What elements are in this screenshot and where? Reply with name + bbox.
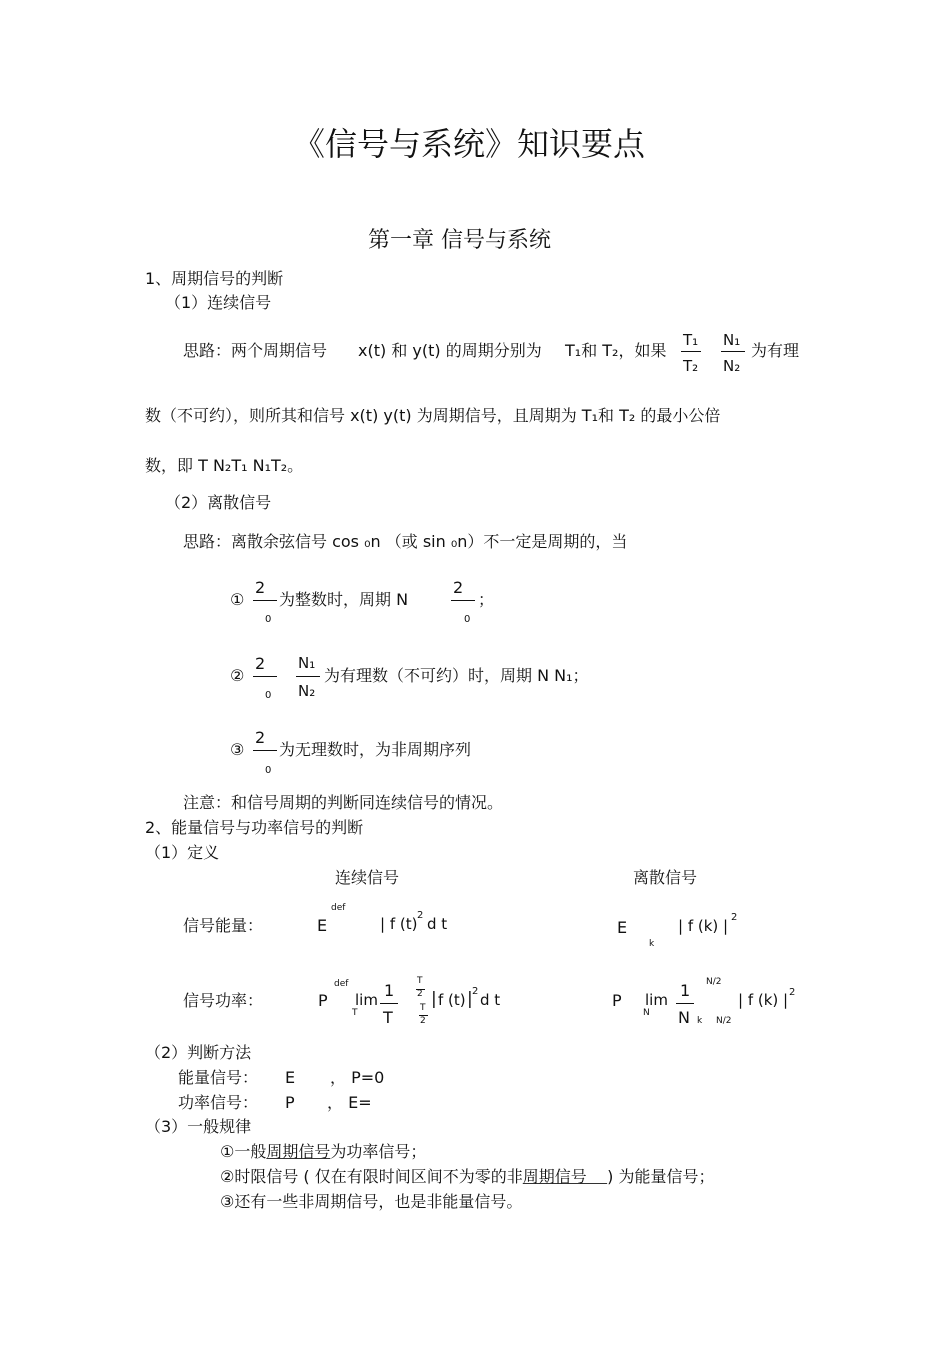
section-heading-energy-power: 2、能量信号与功率信号的判断: [145, 818, 364, 837]
rule-text: 为功率信号；: [330, 1142, 427, 1161]
frac-num: 2: [255, 654, 266, 673]
lim: lim: [645, 991, 668, 1009]
frac-num: 2: [255, 728, 266, 747]
fraction-bar: [380, 1003, 398, 1004]
frac-den: N: [678, 1008, 690, 1027]
lim-sub: N: [643, 1008, 650, 1018]
energy-cont-body: | f (t): [380, 915, 418, 933]
rule-underlined: 周期信号: [266, 1142, 331, 1161]
fraction-bar: [253, 750, 277, 751]
int-upper: 2: [417, 989, 423, 999]
power-disc-body: | f (k) |: [738, 991, 789, 1009]
method-rest: ， E=: [327, 1093, 372, 1112]
power-cont-dt: d t: [480, 991, 501, 1009]
fraction-bar: [676, 1003, 694, 1004]
label-energy: 信号能量：: [183, 916, 264, 935]
power-disc-P: P: [612, 991, 622, 1010]
text-line: 数（不可约），则所其和信号 x(t) y(t) 为周期信号，且周期为 T₁和 T₂ 的最小公倍: [145, 406, 721, 425]
text-line: 为有理数（不可约）时，周期 N N₁；: [324, 666, 589, 685]
text-line: T₁和 T₂，如果: [565, 341, 667, 360]
frac-den: 0: [265, 614, 272, 625]
column-header-continuous: 连续信号: [335, 868, 400, 887]
column-header-discrete: 离散信号: [633, 868, 698, 887]
method-symbol: E: [285, 1068, 296, 1087]
abs-bar: |: [467, 989, 473, 1009]
sum-upper: N/2: [706, 977, 722, 987]
method-label: 能量信号：: [178, 1068, 259, 1087]
int-lower: T: [420, 1003, 426, 1013]
sum-index: k: [649, 939, 655, 949]
text-line: 思路：离散余弦信号 cos ₀n （或 sin ₀n）不一定是周期的，当: [183, 532, 628, 551]
energy-cont-dt: d t: [427, 915, 448, 933]
power-cont-P: P: [318, 991, 328, 1010]
rule-text: ) 为能量信号；: [607, 1167, 715, 1186]
rule-1: [220, 1144, 426, 1160]
rule-text: ①一般: [220, 1142, 267, 1161]
frac-t2: T₂: [683, 357, 699, 375]
rule-text: ②时限信号 ( 仅在有限时间区间不为零的非: [220, 1167, 523, 1186]
frac-n1: N₁: [298, 654, 316, 672]
label-power: 信号功率：: [183, 991, 264, 1010]
case-marker: ②: [230, 666, 245, 685]
int-lower: 2: [420, 1016, 426, 1026]
text-line: 为整数时，周期 N: [279, 590, 409, 609]
section-heading-periodic: 1、周期信号的判断: [145, 269, 284, 288]
subheading-definition: （1）定义: [145, 843, 220, 862]
superscript: 2: [417, 910, 424, 921]
fraction-bar: [253, 676, 277, 677]
energy-disc-E: E: [617, 918, 628, 937]
frac-n2: N₂: [723, 357, 741, 375]
lim-sub: T: [352, 1008, 358, 1018]
sum-index: k: [697, 1016, 703, 1026]
subheading-discrete: （2）离散信号: [165, 493, 272, 512]
frac-num: 2: [255, 578, 266, 597]
method-label: 功率信号：: [178, 1093, 259, 1112]
rule-underlined: 周期信号: [522, 1167, 608, 1186]
superscript: 2: [789, 987, 796, 998]
abs-bar: |: [431, 989, 437, 1009]
subheading-method: （2）判断方法: [145, 1043, 252, 1062]
frac-den: 0: [265, 690, 272, 701]
rule-3: ③还有一些非周期信号，也是非能量信号。: [220, 1192, 523, 1211]
lim: lim: [355, 991, 378, 1009]
subheading-rules: （3）一般规律: [145, 1117, 252, 1136]
frac-den: 0: [464, 614, 471, 625]
method-rest: ， P=0: [330, 1068, 385, 1087]
fraction-bar: [253, 600, 277, 601]
fraction-bar: [296, 676, 320, 677]
text-line: 为有理: [751, 341, 800, 360]
fraction-bar: [721, 351, 745, 352]
frac-t1: T₁: [683, 331, 699, 349]
text-line: x(t) 和 y(t) 的周期分别为: [358, 341, 542, 360]
text-line: ；: [478, 590, 495, 609]
sum-lower: N/2: [716, 1016, 732, 1026]
frac-n1: N₁: [723, 331, 741, 349]
frac-num: 1: [384, 981, 395, 1000]
frac-num: 1: [680, 981, 691, 1000]
energy-cont-E: E: [317, 916, 328, 935]
note: 注意：和信号周期的判断同连续信号的情况。: [183, 793, 504, 812]
frac-den: T: [383, 1008, 393, 1027]
superscript: 2: [731, 912, 738, 923]
doc-title: 《信号与系统》知识要点: [293, 125, 646, 163]
fraction-bar: [451, 600, 475, 601]
rule-2: [220, 1169, 714, 1185]
energy-disc-body: | f (k) |: [678, 917, 729, 935]
method-symbol: P: [285, 1093, 295, 1112]
frac-den: 0: [265, 765, 272, 776]
subheading-continuous: （1）连续信号: [165, 293, 272, 312]
power-cont-body: f (t): [438, 991, 466, 1009]
case-marker: ①: [230, 590, 245, 609]
def-mark: def: [331, 903, 346, 913]
frac-num: 2: [453, 578, 464, 597]
fraction-bar: [681, 351, 701, 352]
int-upper: T: [417, 976, 423, 986]
superscript: 2: [472, 986, 479, 997]
text-line: 数，即 T N₂T₁ N₁T₂。: [145, 456, 304, 475]
text-line: 为无理数时，为非周期序列: [279, 740, 472, 759]
case-marker: ③: [230, 740, 245, 759]
chapter-title: 第一章 信号与系统: [368, 228, 551, 253]
frac-n2: N₂: [298, 682, 316, 700]
def-mark: def: [334, 979, 349, 989]
text-line: 思路：两个周期信号: [183, 341, 328, 360]
